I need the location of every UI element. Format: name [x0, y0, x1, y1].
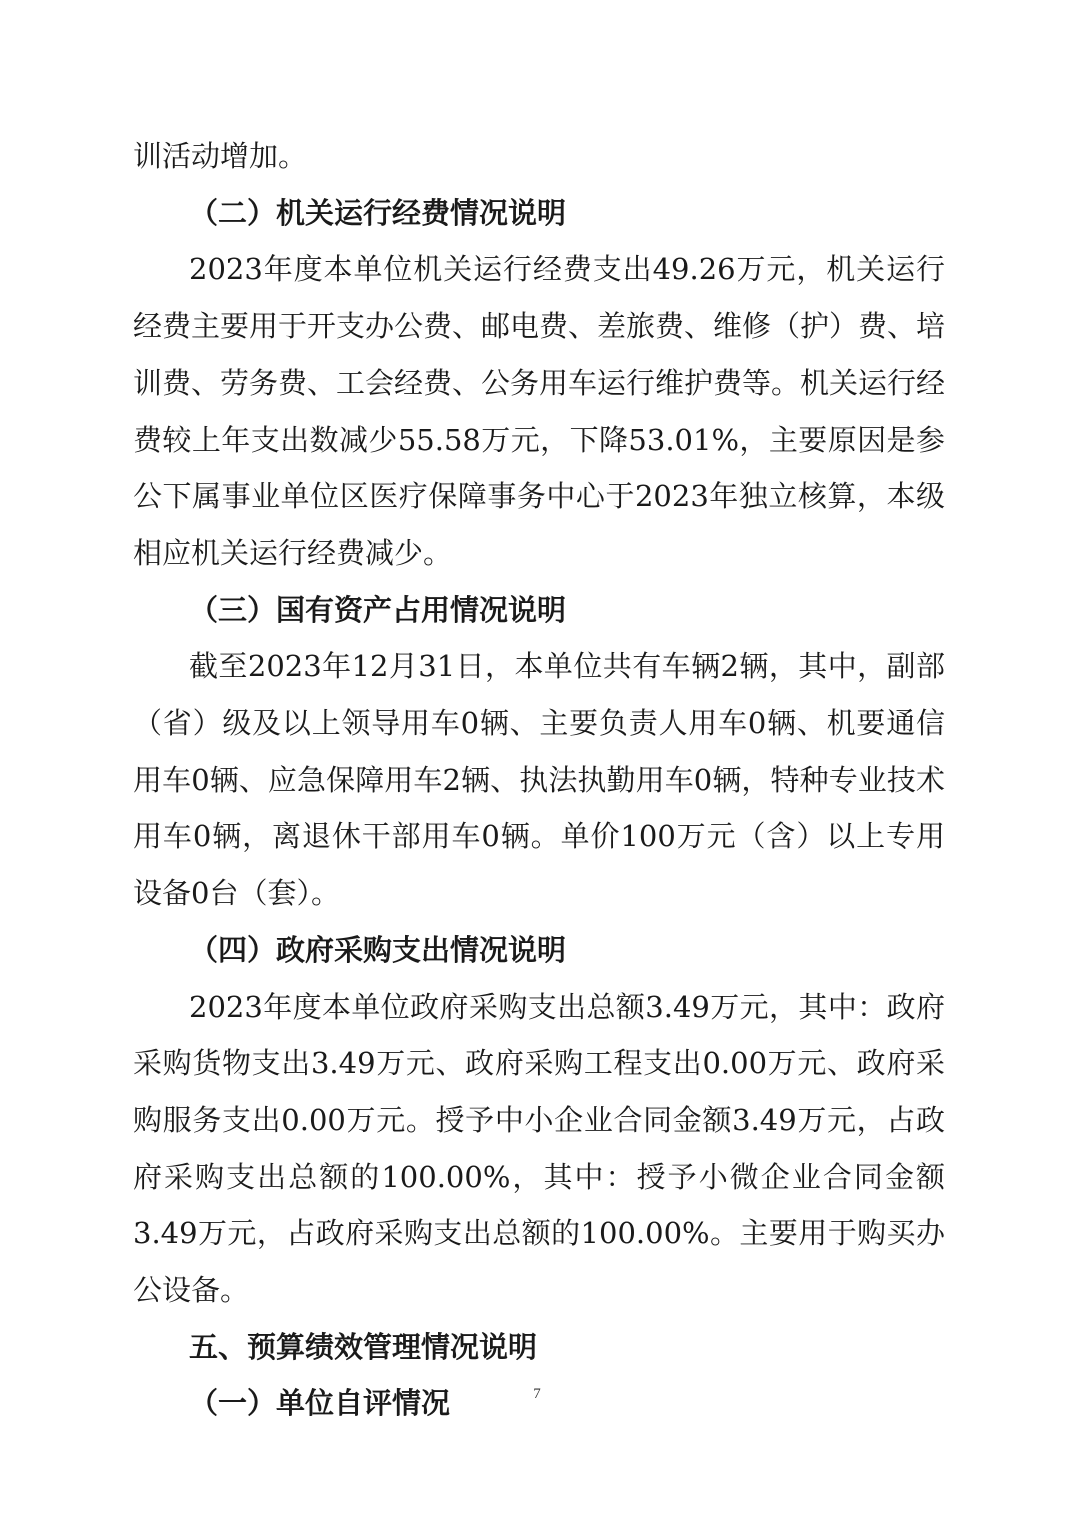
section-heading-self-evaluation: （一）单位自评情况 [189, 1386, 451, 1421]
section-heading-operating-expenses: （二）机关运行经费情况说明 [189, 195, 567, 230]
page-number: 7 [533, 1386, 541, 1402]
section-heading-procurement: （四）政府采购支出情况说明 [189, 932, 567, 967]
paragraph-procurement: 2023年度本单位政府采购支出总额3.49万元，其中：政府采购货物支出3.49万元、政府采购工程支出0.00万元、政府采购服务支出0.00万元。授予中小企业合同金额3.49万元，占政府采购支出总额的100.00%，其中：授予小微企业合同金额3.49万元，占政府采购支出总额的100.00%。主要用于购买办公设备。 [133, 989, 945, 1308]
section-heading-state-assets: （三）国有资产占用情况说明 [189, 592, 567, 627]
paragraph-operating-expenses: 2023年度本单位机关运行经费支出49.26万元，机关运行经费主要用于开支办公费、邮电费、差旅费、维修（护）费、培训费、劳务费、工会经费、公务用车运行维护费等。机关运行经费较上年支出数减少55.58万元，下降53.01%，主要原因是参公下属事业单位区医疗保障事务中心于2023年独立核算，本级相应机关运行经费减少。 [133, 252, 946, 570]
paragraph-continuation: 训活动增加。 [133, 139, 308, 173]
paragraph-state-assets: 截至2023年12月31日，本单位共有车辆2辆，其中，副部（省）级及以上领导用车0辆、主要负责人用车0辆、机要通信用车0辆、应急保障用车2辆、执法执勤用车0辆，特种专业技术用车0辆，离退休干部用车0辆。单价100万元（含）以上专用设备0台（套）。 [133, 649, 945, 911]
chapter-heading-performance: 五、预算绩效管理情况说明 [189, 1329, 538, 1364]
page-content [133, 128, 945, 1432]
